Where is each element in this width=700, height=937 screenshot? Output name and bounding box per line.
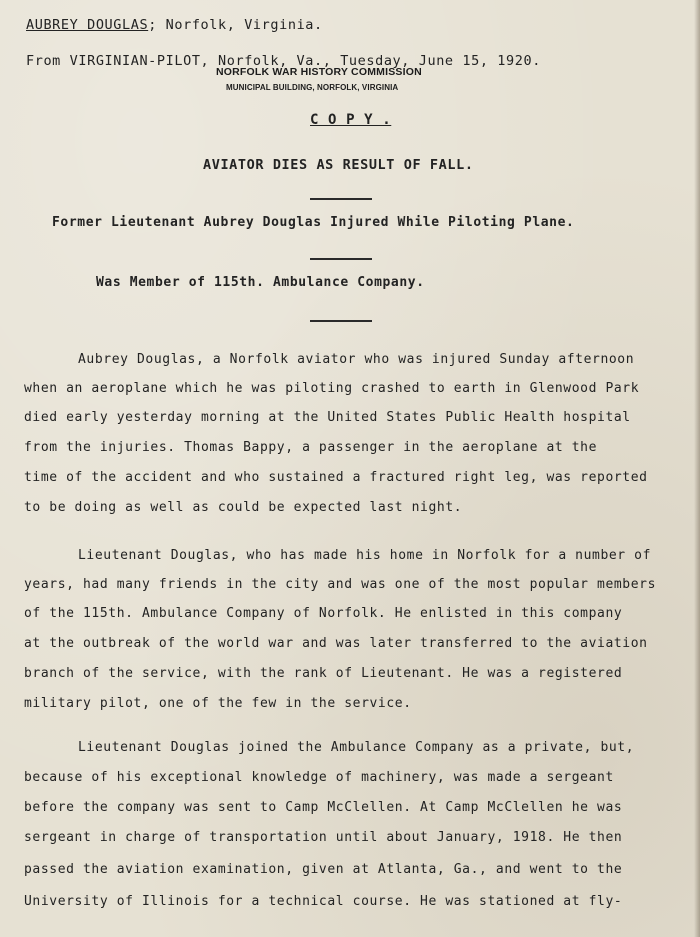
subhead-2: Was Member of 115th. Ambulance Company.	[96, 275, 425, 290]
header-title	[26, 17, 323, 33]
p1-line-2: when an aeroplane which he was piloting crashed to earth in Glenwood Park	[24, 381, 640, 396]
copy-label: C O P Y .	[310, 112, 392, 128]
headline: AVIATOR DIES AS RESULT OF FALL.	[203, 157, 474, 173]
p3-line-2: because of his exceptional knowledge of machinery, was made a sergeant	[24, 770, 614, 785]
p2-line-1: Lieutenant Douglas, who has made his home in Norfolk for a number of	[78, 548, 652, 563]
p1-line-3: died early yesterday morning at the United States Public Health hospital	[24, 410, 631, 425]
page-edge-shadow	[694, 0, 700, 937]
p2-line-4: at the outbreak of the world war and was later transferred to the aviation	[24, 636, 648, 651]
p3-line-6: University of Illinois for a technical course. He was stationed at fly-	[24, 894, 623, 909]
p3-line-5: passed the aviation examination, given at Atlanta, Ga., and went to the	[24, 862, 623, 877]
subject-location: Norfolk, Virginia.	[156, 17, 323, 33]
p2-line-6: military pilot, one of the few in the service.	[24, 696, 412, 711]
divider-2	[310, 258, 372, 260]
divider-3	[310, 320, 372, 322]
commission-stamp-line2: MUNICIPAL BUILDING, NORFOLK, VIRGINIA	[226, 83, 399, 92]
p2-line-2: years, had many friends in the city and was one of the most popular members	[24, 577, 656, 592]
p1-line-1: Aubrey Douglas, a Norfolk aviator who was injured Sunday afternoon	[78, 352, 635, 367]
commission-stamp-line1: NORFOLK WAR HISTORY COMMISSION	[216, 66, 422, 78]
p1-line-4: from the injuries. Thomas Bappy, a passenger in the aeroplane at the	[24, 440, 598, 455]
p1-line-5: time of the accident and who sustained a fractured right leg, was reported	[24, 470, 648, 485]
p2-line-5: branch of the service, with the rank of Lieutenant. He was a registered	[24, 666, 623, 681]
subject-name: AUBREY DOUGLAS	[26, 17, 149, 33]
divider-1	[310, 198, 372, 200]
source-line: From VIRGINIAN-PILOT, Norfolk, Va., Tuesday, June 15, 1920.	[26, 53, 541, 69]
p3-line-4: sergeant in charge of transportation until about January, 1918. He then	[24, 830, 623, 845]
p1-line-6: to be doing as well as could be expected last night.	[24, 500, 463, 515]
p3-line-1: Lieutenant Douglas joined the Ambulance Company as a private, but,	[78, 740, 635, 755]
p2-line-3: of the 115th. Ambulance Company of Norfolk. He enlisted in this company	[24, 606, 623, 621]
subhead-1: Former Lieutenant Aubrey Douglas Injured While Piloting Plane.	[52, 215, 575, 230]
subject-name-punct: ;	[148, 17, 157, 33]
p3-line-3: before the company was sent to Camp McClellen. At Camp McClellen he was	[24, 800, 623, 815]
